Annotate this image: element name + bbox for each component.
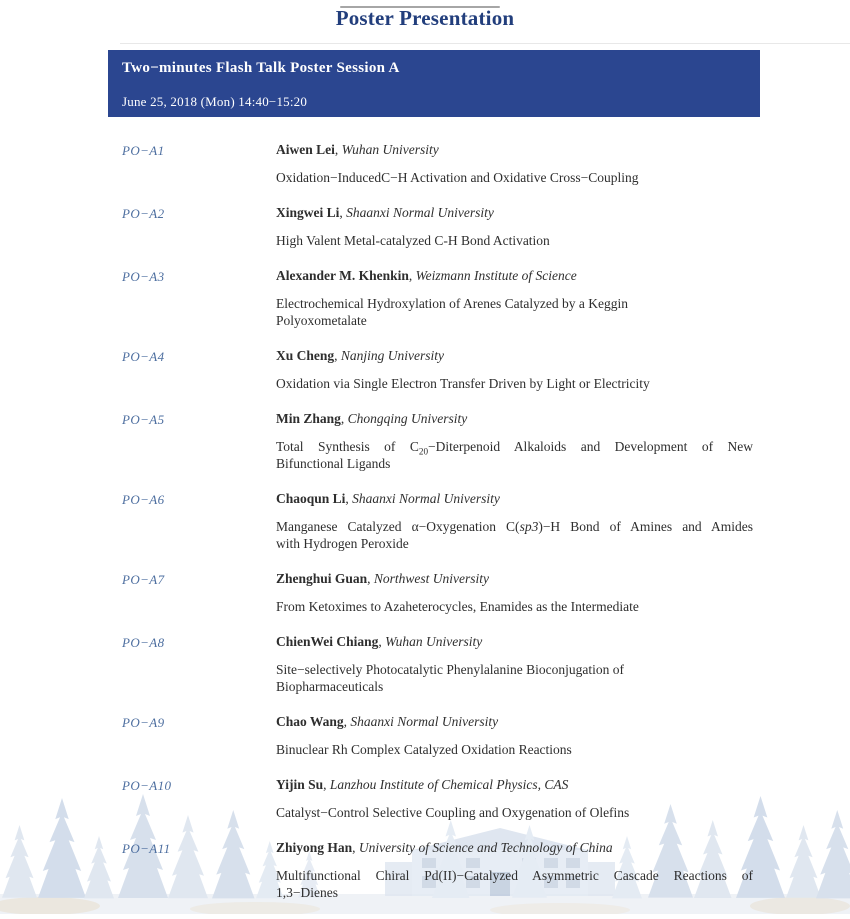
poster-title-line <box>276 232 753 249</box>
poster-code: PO−A2 <box>122 206 165 221</box>
presenter-affiliation: Nanjing University <box>340 348 445 363</box>
presenter-separator: , <box>339 205 347 220</box>
title-text-segment: Bifunctional Ligands <box>276 456 391 471</box>
poster-title <box>276 438 753 472</box>
presenter-name: Yijin Su <box>276 777 324 792</box>
title-text-segment: Total Synthesis of C <box>276 439 419 454</box>
presenter-separator: , <box>345 491 353 506</box>
session-name: Two−minutes Flash Talk Poster Session A <box>122 60 400 76</box>
poster-entry <box>122 141 753 186</box>
poster-title <box>276 295 753 329</box>
presenter-affiliation: Shaanxi Normal University <box>346 205 494 220</box>
poster-entry <box>122 490 753 552</box>
presenter-line <box>276 347 753 364</box>
poster-entry-body <box>276 267 753 329</box>
session-datetime: June 25, 2018 (Mon) 14:40−15:20 <box>122 94 308 109</box>
presenter-name: Chaoqun Li <box>276 491 346 506</box>
presenter-affiliation: Chongqing University <box>347 411 468 426</box>
poster-code: PO−A1 <box>122 143 165 158</box>
page-title: Poster Presentation <box>335 6 515 30</box>
presenter-affiliation: Wuhan University <box>385 634 483 649</box>
poster-entry-body <box>276 347 753 392</box>
presenter-line <box>276 410 753 427</box>
presenter-line <box>276 204 753 221</box>
poster-title-line <box>276 455 753 472</box>
poster-entry-body <box>276 570 753 615</box>
poster-entry-body <box>276 776 753 821</box>
title-text-segment: High Valent Metal-catalyzed C-H Bond Activation <box>276 233 550 248</box>
presenter-affiliation: University of Science and Technology of China <box>358 840 613 855</box>
presenter-line <box>276 839 753 856</box>
poster-title-line <box>276 169 753 186</box>
presenter-line <box>276 490 753 507</box>
presenter-name: Xingwei Li <box>276 205 340 220</box>
poster-title <box>276 804 753 821</box>
title-text-segment: Manganese Catalyzed α−Oxygenation C( <box>276 519 520 534</box>
divider-line <box>120 43 850 44</box>
poster-title <box>276 867 753 901</box>
presenter-line <box>276 776 753 793</box>
presenter-separator: , <box>378 634 386 649</box>
title-text-segment: Electrochemical Hydroxylation of Arenes Catalyzed by a Keggin <box>276 296 629 311</box>
poster-title <box>276 741 753 758</box>
presenter-separator: , <box>352 840 359 855</box>
title-text-segment: sp3 <box>519 519 539 534</box>
poster-entry <box>122 776 753 821</box>
poster-entry <box>122 267 753 329</box>
title-text-segment: Oxidation−InducedC−H Activation and Oxidative Cross−Coupling <box>276 170 639 185</box>
title-text-segment: Multifunctional Chiral Pd(II)−Catalyzed Asymmetric Cascade Reactions of <box>276 868 753 883</box>
title-text-segment: Oxidation via Single Electron Transfer Driven by Light or Electricity <box>276 376 650 391</box>
presenter-separator: , <box>323 777 330 792</box>
poster-title-line <box>276 678 753 695</box>
poster-entry-body <box>276 633 753 695</box>
poster-title-line <box>276 867 753 884</box>
title-text-segment: −Diterpenoid Alkaloids and Development of New <box>428 439 753 454</box>
poster-title-line <box>276 598 753 615</box>
poster-entry-body <box>276 713 753 758</box>
poster-entry <box>122 633 753 695</box>
presenter-affiliation: Weizmann Institute of Science <box>415 268 577 283</box>
poster-title-line <box>276 884 753 901</box>
poster-title <box>276 518 753 552</box>
title-text-segment: 20 <box>418 446 429 457</box>
poster-title-line <box>276 661 753 678</box>
poster-code: PO−A11 <box>122 841 171 856</box>
poster-title-line <box>276 535 753 552</box>
title-text-segment: From Ketoximes to Azaheterocycles, Enamides as the Intermediate <box>276 599 639 614</box>
poster-entries-list <box>122 141 753 919</box>
poster-title <box>276 232 753 249</box>
poster-code: PO−A7 <box>122 572 165 587</box>
poster-title-line <box>276 804 753 821</box>
poster-code: PO−A6 <box>122 492 165 507</box>
title-text-segment: 1,3−Dienes <box>276 885 338 900</box>
poster-code: PO−A3 <box>122 269 165 284</box>
poster-title-line <box>276 438 753 455</box>
poster-title <box>276 598 753 615</box>
poster-entry <box>122 713 753 758</box>
poster-title-line <box>276 295 753 312</box>
presenter-separator: , <box>334 142 342 157</box>
presenter-affiliation: Lanzhou Institute of Chemical Physics, CAS <box>329 777 569 792</box>
presenter-name: Alexander M. Khenkin <box>276 268 409 283</box>
poster-entry <box>122 204 753 249</box>
poster-entry <box>122 347 753 392</box>
poster-entry-body <box>276 410 753 472</box>
presenter-line <box>276 633 753 650</box>
session-banner <box>108 50 760 117</box>
poster-title <box>276 375 753 392</box>
presenter-separator: , <box>367 571 374 586</box>
presenter-separator: , <box>340 411 348 426</box>
poster-code: PO−A9 <box>122 715 165 730</box>
poster-title <box>276 661 753 695</box>
presenter-line <box>276 713 753 730</box>
presenter-separator: , <box>343 714 351 729</box>
title-text-segment: )−H Bond of Amines and Amides <box>538 519 753 534</box>
presenter-name: Min Zhang <box>276 411 341 426</box>
poster-entry-body <box>276 141 753 186</box>
poster-entry-body <box>276 204 753 249</box>
title-text-segment: Biopharmaceuticals <box>276 679 384 694</box>
poster-code: PO−A5 <box>122 412 165 427</box>
poster-entry-body <box>276 839 753 901</box>
poster-code: PO−A4 <box>122 349 165 364</box>
poster-title-line <box>276 741 753 758</box>
presenter-line <box>276 141 753 158</box>
presenter-line <box>276 267 753 284</box>
presenter-name: Xu Cheng <box>276 348 335 363</box>
presenter-name: Zhenghui Guan <box>276 571 368 586</box>
title-text-segment: Binuclear Rh Complex Catalyzed Oxidation Reactions <box>276 742 572 757</box>
presenter-affiliation: Shaanxi Normal University <box>350 714 499 729</box>
poster-title <box>276 169 753 186</box>
presenter-affiliation: Wuhan University <box>341 142 439 157</box>
presenter-name: Aiwen Lei <box>276 142 335 157</box>
title-text-segment: Catalyst−Control Selective Coupling and Oxygenation of Olefins <box>276 805 630 820</box>
presenter-name: Chao Wang <box>276 714 344 729</box>
poster-title-line <box>276 375 753 392</box>
title-text-segment: Site−selectively Photocatalytic Phenylalanine Bioconjugation of <box>276 662 625 677</box>
poster-entry-body <box>276 490 753 552</box>
presenter-separator: , <box>334 348 341 363</box>
poster-entry <box>122 410 753 472</box>
presenter-line <box>276 570 753 587</box>
title-text-segment: with Hydrogen Peroxide <box>276 536 409 551</box>
presenter-affiliation: Northwest University <box>373 571 490 586</box>
presenter-affiliation: Shaanxi Normal University <box>352 491 500 506</box>
page-edge-artifact <box>340 6 500 8</box>
poster-entry <box>122 839 753 901</box>
presenter-separator: , <box>408 268 416 283</box>
poster-title-line <box>276 312 753 329</box>
title-text-segment: Polyoxometalate <box>276 313 367 328</box>
presenter-name: Zhiyong Han <box>276 840 353 855</box>
poster-code: PO−A10 <box>122 778 172 793</box>
presenter-name: ChienWei Chiang <box>276 634 379 649</box>
poster-code: PO−A8 <box>122 635 165 650</box>
poster-entry <box>122 570 753 615</box>
poster-title-line <box>276 518 753 535</box>
